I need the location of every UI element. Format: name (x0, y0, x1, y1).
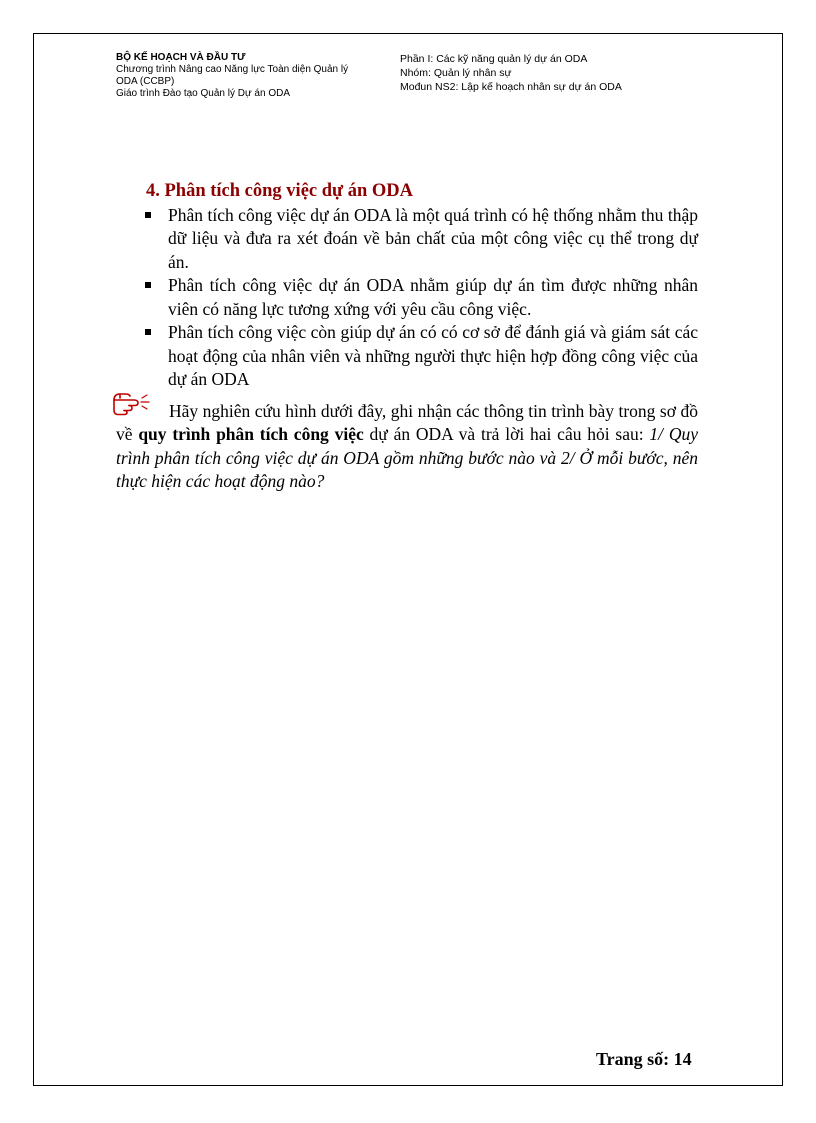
main-content (116, 180, 698, 494)
list-item (116, 274, 698, 321)
header-right (400, 52, 700, 94)
pointing-hand-icon (112, 390, 152, 416)
square-bullet-icon (145, 212, 151, 218)
list-item (116, 321, 698, 392)
page-number: Trang số: 14 (596, 1049, 692, 1069)
bullet-text: Phân tích công việc dự án ODA là một quá trình có hệ thống nhằm thu thập dữ liệu và đưa ra xét đoán về bản chất của một công việc cụ thể trong dự án. (168, 204, 698, 272)
header-group: Nhóm: Quản lý nhân sự (400, 67, 512, 79)
header-part: Phần I: Các kỹ năng quản lý dự án ODA (400, 53, 588, 65)
task-text-part1: Hãy nghiên cứu hình dưới đây, ghi nhận các thông tin trình bày trong sơ đồ về (116, 400, 698, 444)
task-text-bold: quy trình phân tích công việc (138, 424, 364, 444)
task-text-questions: 1/ Quy trình phân tích công việc dự án ODA gồm những bước nào và 2/ Ở mỗi bước, nên thực hiện các hoạt động nào? (116, 424, 698, 491)
header-org: BỘ KẾ HOẠCH VÀ ĐẦU TƯ (116, 52, 246, 63)
header-program-line1: Chương trình Nâng cao Năng lực Toàn diện Quản lý (116, 64, 349, 75)
bullet-text: Phân tích công việc còn giúp dự án có có cơ sở để đánh giá và giám sát các hoạt động của nhân viên và những người thực hiện hợp đồng công việc của dự án ODA (168, 322, 698, 389)
task-paragraph (116, 400, 698, 494)
bullet-list (116, 204, 698, 392)
square-bullet-icon (145, 329, 151, 335)
bullet-text: Phân tích công việc dự án ODA nhằm giúp dự án tìm được những nhân viên có năng lực tương xứng với yêu cầu công việc. (168, 275, 698, 319)
task-text-part2: dự án ODA và trả lời hai câu hỏi sau: (363, 424, 650, 444)
header-program-line2: ODA (CCBP) (116, 76, 175, 87)
header-module: Mođun NS2: Lập kế hoạch nhân sự dự án ODA (400, 81, 622, 93)
header-left (116, 52, 386, 100)
list-item (116, 204, 698, 275)
section-title: 4. Phân tích công việc dự án ODA (146, 181, 414, 201)
square-bullet-icon (145, 282, 151, 288)
header-course: Giáo trình Đào tạo Quản lý Dự án ODA (116, 88, 290, 99)
